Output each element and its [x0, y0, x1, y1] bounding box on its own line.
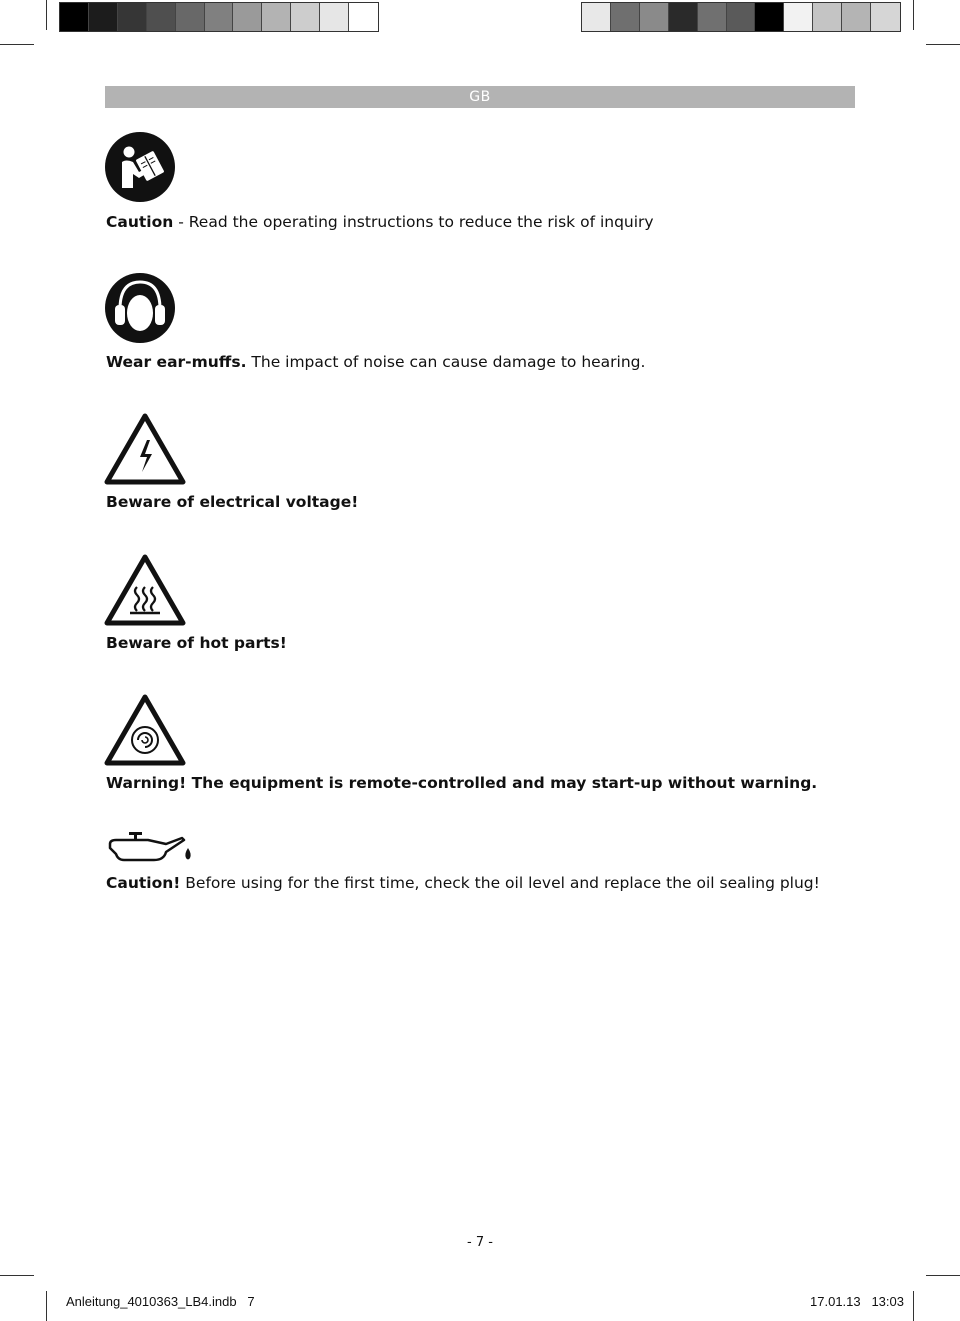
remote-start-warning-icon	[103, 693, 187, 767]
color-swatch	[698, 3, 727, 31]
color-swatch	[640, 3, 669, 31]
page-number: - 7 -	[467, 1235, 493, 1250]
caution-label: Caution	[106, 213, 174, 231]
crop-mark	[926, 1275, 960, 1276]
read-manual-icon	[105, 132, 175, 202]
ear-muffs-label: Wear ear-muffs.	[106, 353, 247, 371]
oil-can-icon	[104, 830, 194, 864]
hot-parts-label: Beware of hot parts!	[106, 634, 287, 652]
crop-mark	[926, 44, 960, 45]
ear-muffs-icon	[105, 273, 175, 343]
slug-date-time: 17.01.13 13:03	[810, 1294, 904, 1309]
color-swatch	[871, 3, 900, 31]
color-swatch	[727, 3, 756, 31]
color-swatch	[611, 3, 640, 31]
crop-mark	[46, 0, 47, 30]
color-swatch	[262, 3, 291, 31]
hot-parts-text	[106, 634, 287, 652]
electrical-voltage-warning-icon	[103, 412, 187, 486]
color-swatch	[813, 3, 842, 31]
color-swatch	[320, 3, 349, 31]
color-swatch	[176, 3, 205, 31]
hot-surface-warning-icon	[103, 553, 187, 627]
crop-mark	[0, 44, 34, 45]
language-tab-gb: GB	[105, 86, 855, 108]
color-calibration-bar-left	[59, 2, 379, 32]
crop-mark	[0, 1275, 34, 1276]
color-swatch	[669, 3, 698, 31]
color-swatch	[89, 3, 118, 31]
color-swatch	[233, 3, 262, 31]
color-swatch	[755, 3, 784, 31]
color-swatch	[842, 3, 871, 31]
caution-read-instructions-text	[106, 213, 654, 231]
oil-level-caution-text	[106, 874, 820, 892]
color-swatch	[60, 3, 89, 31]
color-swatch	[205, 3, 234, 31]
ear-muffs-description: The impact of noise can cause damage to hearing.	[246, 353, 646, 371]
color-swatch	[118, 3, 147, 31]
slug-file-name: Anleitung_4010363_LB4.indb 7	[66, 1294, 255, 1309]
ear-muffs-text	[106, 353, 645, 371]
oil-caution-label: Caution!	[106, 874, 181, 892]
color-swatch	[784, 3, 813, 31]
color-calibration-bar-right	[581, 2, 901, 32]
electrical-voltage-text	[106, 493, 358, 511]
remote-start-warning-label: Warning! The equipment is remote-controlled and may start-up without warning.	[106, 774, 818, 792]
crop-mark	[46, 1291, 47, 1321]
color-swatch	[582, 3, 611, 31]
color-swatch	[147, 3, 176, 31]
electrical-voltage-label: Beware of electrical voltage!	[106, 493, 359, 511]
oil-caution-description: Before using for the first time, check the oil level and replace the oil sealing plug!	[180, 874, 820, 892]
crop-mark	[913, 0, 914, 30]
caution-description: - Read the operating instructions to reduce the risk of inquiry	[173, 213, 654, 231]
color-swatch	[291, 3, 320, 31]
crop-mark	[913, 1291, 914, 1321]
color-swatch	[349, 3, 378, 31]
remote-start-warning-text	[106, 774, 817, 792]
